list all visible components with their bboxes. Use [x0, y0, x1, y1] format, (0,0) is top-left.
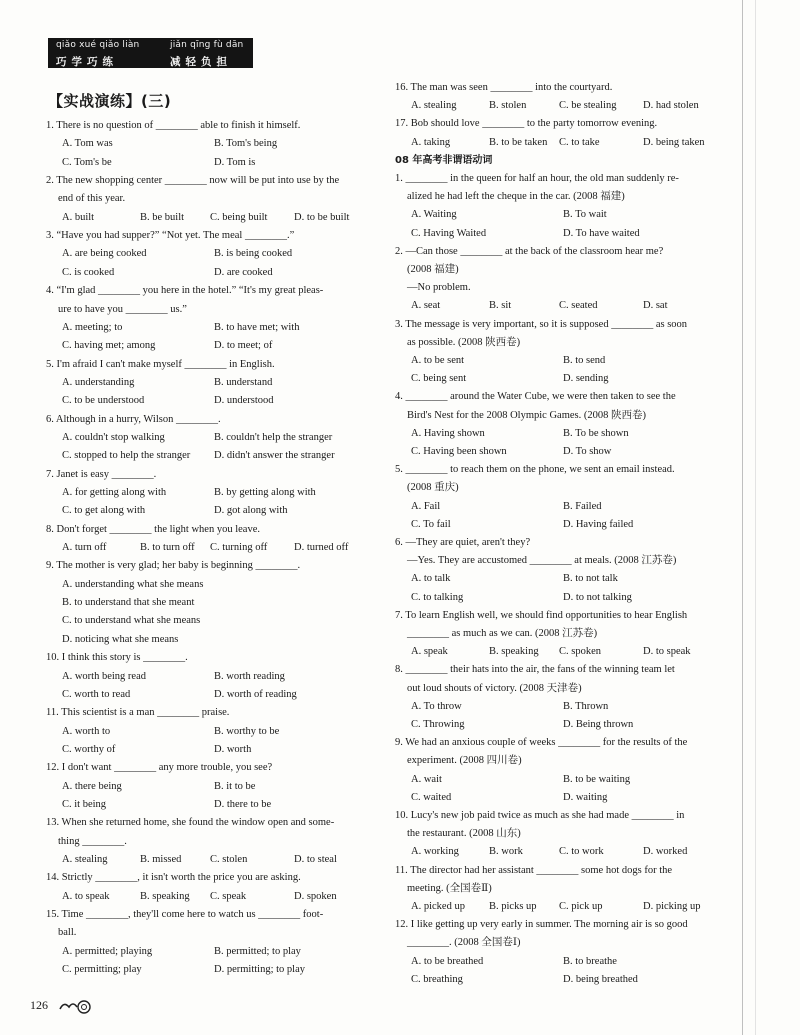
answer-option: C. worth to read [62, 688, 131, 700]
answer-options-row [62, 725, 372, 739]
answer-options-row [62, 890, 372, 904]
answer-option: A. built [62, 211, 95, 223]
question-stem: 12. I like getting up very early in summer. The morning air is so good [395, 919, 688, 931]
answer-option: B. permitted; to play [214, 945, 301, 957]
question-stem: 10. I think this story is ________. [46, 652, 188, 664]
answer-option: D. sending [563, 373, 609, 385]
answer-options-row [62, 596, 372, 610]
answer-options-row [411, 791, 721, 805]
answer-option: A. to talk [411, 573, 451, 585]
answer-option: A. to speak [62, 890, 110, 902]
answer-options-row [411, 99, 721, 113]
answer-option: C. speak [210, 890, 247, 902]
answer-option: D. to be built [294, 211, 350, 223]
page-edge-line-faint [755, 0, 756, 1035]
question-continuation: as possible. (2008 陕西卷) [407, 336, 521, 348]
answer-option: B. To wait [563, 209, 607, 221]
question-stem: 7. To learn English well, we should find opportunities to hear English [395, 609, 688, 621]
question-stem: 6. Although in a hurry, Wilson ________. [46, 413, 221, 425]
answer-options-row [62, 211, 372, 225]
answer-options-row [411, 427, 721, 441]
answer-option: A. Waiting [411, 209, 457, 221]
question-stem: 2. The new shopping center ________ now will be put into use by the [46, 175, 340, 187]
question-continuation: end of this year. [58, 193, 126, 205]
question-stem: 7. Janet is easy ________. [46, 468, 157, 480]
answer-option: A. working [411, 846, 459, 858]
question-stem: 6. —They are quiet, aren't they? [395, 537, 531, 548]
answer-option: B. couldn't help the stranger [214, 431, 333, 443]
answer-option: A. picked up [411, 901, 465, 912]
question-stem: 13. When she returned home, she found the window open and some- [46, 817, 335, 829]
answer-option: C. Having been shown [411, 446, 507, 457]
answer-option: A. Having shown [411, 427, 485, 439]
question-stem: 5. ________ to reach them on the phone, we sent an email instead. [395, 464, 675, 476]
answer-option: D. worth of reading [214, 688, 297, 700]
answer-option: C. waited [411, 791, 452, 803]
answer-option: D. noticing what she means [62, 633, 179, 645]
answer-options-row [62, 266, 372, 280]
question-stem: 16. The man was seen ________ into the courtyard. [395, 82, 613, 93]
answer-option: D. understood [214, 395, 274, 407]
question-stem: 3. The message is very important, so it is supposed ________ as soon [395, 318, 688, 330]
answer-option: D. to steal [294, 854, 337, 865]
answer-option: D. had stolen [643, 100, 699, 112]
answer-options-row [411, 445, 721, 459]
question-continuation: —Yes. They are accustomed ________ at meals. (2008 江苏卷) [407, 555, 677, 567]
answer-options-row [411, 645, 721, 659]
answer-option: D. are cooked [214, 266, 273, 278]
answer-option: C. stopped to help the stranger [62, 450, 191, 462]
question-stem: 8. Don't forget ________ the light when you leave. [46, 523, 260, 535]
answer-option: A. Fail [411, 500, 441, 512]
answer-option: B. to understand that she meant [62, 597, 195, 609]
answer-options-row [62, 945, 372, 959]
answer-option: D. got along with [214, 505, 288, 517]
answer-option: B. it to be [214, 780, 256, 792]
answer-options-row [62, 853, 372, 867]
answer-options-row [62, 137, 372, 151]
question-stem: 11. This scientist is a man ________ praise. [46, 707, 230, 719]
answer-option: A. To throw [411, 700, 462, 712]
answer-options-row [411, 299, 721, 313]
answer-option: A. wait [411, 773, 442, 785]
answer-options-row [411, 718, 721, 732]
question-stem: 3. “Have you had supper?” “Not yet. The meal ________.” [46, 230, 295, 242]
answer-option: D. there to be [214, 798, 272, 810]
question-continuation: out loud shouts of victory. (2008 天津卷) [407, 682, 582, 694]
question-continuation: ure to have you ________ us.” [58, 303, 187, 315]
answer-option: B. is being cooked [214, 248, 293, 260]
question-continuation: the restaurant. (2008 山东) [407, 828, 521, 840]
question-stem: 14. Strictly ________, it isn't worth the price you are asking. [46, 872, 301, 884]
question-continuation: ball. [58, 927, 77, 939]
answer-options-row [411, 518, 721, 532]
answer-option: B. understand [214, 376, 273, 388]
answer-option: A. worth being read [62, 670, 146, 682]
question-continuation: —No problem. [407, 282, 471, 294]
answer-option: C. being sent [411, 373, 467, 385]
answer-option: B. worth reading [214, 670, 285, 682]
question-stem: 4. “I'm glad ________ you here in the hotel.” “It's my great pleas- [46, 285, 324, 297]
question-stem: 9. We had an anxious couple of weeks ________ for the results of the [395, 737, 688, 749]
answer-option: D. worth [214, 743, 252, 755]
answer-option: D. didn't answer the stranger [214, 450, 335, 462]
answer-option: C. permitting; play [62, 964, 142, 976]
answer-option: D. to not talking [563, 591, 632, 603]
question-stem: 17. Bob should love ________ to the party tomorrow evening. [395, 118, 658, 130]
answer-option: D. Having failed [563, 518, 634, 530]
answer-option: A. to be breathed [411, 955, 484, 967]
answer-option: B. Tom's being [214, 138, 278, 150]
answer-options-row [62, 504, 372, 518]
answer-options-row [62, 247, 372, 261]
question-stem: 8. ________ their hats into the air, the fans of the winning team let [395, 664, 675, 676]
answer-option: C. stolen [210, 854, 248, 865]
answer-option: B. by getting along with [214, 487, 316, 498]
answer-option: C. pick up [559, 901, 603, 912]
answer-options-row [62, 688, 372, 702]
answer-option: D. waiting [563, 791, 608, 803]
answer-option: C. to talking [411, 591, 464, 603]
answer-options-row [62, 486, 372, 500]
question-continuation: ________ as much as we can. (2008 江苏卷) [407, 628, 598, 639]
answer-option: B. to breathe [563, 955, 617, 967]
answer-option: D. sat [643, 300, 668, 312]
header-banner [48, 38, 253, 68]
answer-option: B. to have met; with [214, 321, 300, 333]
answer-options-row [411, 955, 721, 969]
answer-option: D. picking up [643, 901, 701, 912]
answer-options-row [62, 321, 372, 335]
answer-options-row [62, 633, 372, 647]
answer-option: A. couldn't stop walking [62, 431, 165, 443]
question-stem: 15. Time ________, they'll come here to watch us ________ foot- [46, 909, 324, 921]
answer-option: B. to be taken [489, 136, 548, 148]
answer-option: B. speaking [489, 646, 539, 658]
answer-option: B. be built [140, 211, 185, 223]
answer-option: C. is cooked [62, 266, 115, 278]
header-title-right: 减轻负担 [170, 56, 232, 68]
decorative-logo-icon [58, 997, 92, 1015]
answer-options-row [62, 798, 372, 812]
question-continuation: ________. (2008 全国卷Ⅰ) [407, 937, 521, 949]
answer-option: B. to send [563, 355, 606, 366]
answer-option: C. be stealing [559, 100, 617, 112]
answer-option: C. being built [210, 211, 268, 223]
answer-option: C. worthy of [62, 743, 116, 755]
answer-option: C. seated [559, 300, 598, 312]
answer-option: A. understanding what she means [62, 578, 204, 590]
answer-options-row [411, 973, 721, 987]
answer-option: D. permitting; to play [214, 964, 305, 976]
answer-option: D. worked [643, 846, 688, 858]
answer-option: D. spoken [294, 890, 337, 902]
question-continuation: thing ________. [58, 835, 127, 847]
answer-options-row [62, 431, 372, 445]
answer-options-row [411, 208, 721, 222]
answer-option: C. to take [559, 136, 600, 148]
answer-option: B. picks up [489, 901, 537, 912]
answer-option: D. To have waited [563, 227, 640, 239]
question-stem: 11. The director had her assistant ________ some hot dogs for the [395, 864, 673, 876]
header-pinyin-left: qiǎo xué qiǎo liàn [56, 40, 140, 50]
answer-option: C. Throwing [411, 719, 465, 730]
answer-option: A. turn off [62, 542, 107, 554]
answer-option: B. Thrown [563, 700, 609, 712]
answer-options-row [411, 372, 721, 386]
question-continuation: meeting. (全国卷Ⅱ) [407, 882, 492, 894]
answer-option: A. there being [62, 780, 122, 792]
question-continuation: Bird's Nest for the 2008 Olympic Games. (2008 陕西卷) [407, 409, 646, 421]
section-title: 【实战演练】(三) [48, 92, 172, 110]
header-pinyin-right: jiǎn qīng fù dān [170, 40, 244, 50]
answer-option: A. Tom was [62, 138, 113, 150]
answer-option: C. Tom's be [62, 156, 112, 168]
answer-option: A. taking [411, 136, 451, 148]
answer-option: A. worth to [62, 725, 111, 737]
answer-options-row [62, 156, 372, 170]
answer-option: A. speak [411, 646, 448, 658]
answer-options-row [62, 541, 372, 555]
answer-options-row [62, 394, 372, 408]
question-stem: 12. I don't want ________ any more trouble, you see? [46, 762, 273, 774]
question-stem: 5. I'm afraid I can't make myself ________ in English. [46, 358, 275, 370]
answer-option: A. are being cooked [62, 248, 147, 260]
answer-option: D. to meet; of [214, 340, 273, 352]
answer-option: A. permitted; playing [62, 945, 153, 957]
answer-option: B. Failed [563, 500, 602, 512]
question-continuation: (2008 福建) [407, 264, 459, 275]
question-stem: 1. There is no question of ________ able to finish it himself. [46, 120, 301, 131]
answer-options-row [62, 449, 372, 463]
page-number: 126 [30, 998, 48, 1012]
answer-option: C. breathing [411, 973, 463, 985]
answer-options-row [411, 700, 721, 714]
answer-option: C. spoken [559, 646, 601, 658]
answer-option: B. missed [140, 854, 182, 865]
answer-options-row [411, 572, 721, 586]
question-stem: 1. ________ in the queen for half an hour, the old man suddenly re- [395, 173, 679, 184]
answer-option: C. To fail [411, 518, 451, 530]
answer-option: A. understanding [62, 376, 135, 388]
answer-option: B. work [489, 846, 523, 858]
question-continuation: (2008 重庆) [407, 482, 459, 494]
header-title-left: 巧学巧练 [56, 56, 118, 68]
answer-option: C. having met; among [62, 340, 156, 352]
answer-options-row [62, 780, 372, 794]
question-continuation: alized he had left the cheque in the car. (2008 福建) [407, 191, 625, 203]
answer-option: C. it being [62, 798, 107, 810]
answer-option: B. to be waiting [563, 773, 631, 785]
question-stem: 9. The mother is very glad; her baby is beginning ________. [46, 560, 301, 572]
answer-options-row [411, 773, 721, 787]
answer-option: A. stealing [62, 854, 108, 865]
answer-options-row [62, 614, 372, 628]
answer-option: B. to not talk [563, 573, 618, 585]
answer-option: C. turning off [210, 542, 268, 554]
answer-option: D. turned off [294, 542, 349, 554]
page-edge-line [742, 0, 743, 1035]
answer-option: C. to understand what she means [62, 615, 201, 627]
answer-options-row [411, 136, 721, 150]
answer-option: A. seat [411, 300, 441, 312]
answer-option: A. stealing [411, 100, 457, 112]
answer-option: A. meeting; to [62, 321, 123, 333]
answer-option: B. to turn off [140, 542, 195, 554]
subsection-heading: 08 年高考非谓语动词 [395, 154, 493, 166]
answer-options-row [62, 670, 372, 684]
question-continuation: experiment. (2008 四川卷) [407, 755, 522, 767]
answer-option: B. worthy to be [214, 725, 280, 737]
question-stem: 2. —Can those ________ at the back of the classroom hear me? [395, 245, 664, 257]
answer-options-row [62, 743, 372, 757]
answer-options-row [62, 963, 372, 977]
answer-options-row [411, 354, 721, 368]
answer-option: B. stolen [489, 100, 527, 112]
answer-option: D. Being thrown [563, 719, 634, 730]
question-stem: 10. Lucy's new job paid twice as much as she had made ________ in [395, 810, 685, 821]
answer-options-row [62, 578, 372, 592]
answer-option: A. for getting along with [62, 487, 167, 498]
answer-option: A. to be sent [411, 355, 465, 366]
answer-options-row [62, 376, 372, 390]
answer-option: B. sit [489, 300, 512, 312]
answer-option: D. being taken [643, 136, 705, 148]
answer-options-row [411, 500, 721, 514]
answer-option: C. Having Waited [411, 227, 487, 239]
answer-options-row [411, 227, 721, 241]
answer-options-row [411, 900, 721, 914]
answer-options-row [62, 339, 372, 353]
question-stem: 4. ________ around the Water Cube, we were then taken to see the [395, 391, 676, 403]
answer-option: B. To be shown [563, 427, 629, 439]
answer-option: C. to be understood [62, 395, 145, 407]
answer-options-row [411, 591, 721, 605]
answer-option: D. to speak [643, 646, 691, 658]
answer-option: C. to get along with [62, 505, 146, 517]
answer-options-row [411, 845, 721, 859]
answer-option: D. Tom is [214, 156, 256, 168]
answer-option: D. being breathed [563, 973, 638, 985]
answer-option: C. to work [559, 846, 604, 858]
answer-option: D. To show [563, 446, 612, 457]
answer-option: B. speaking [140, 890, 190, 902]
